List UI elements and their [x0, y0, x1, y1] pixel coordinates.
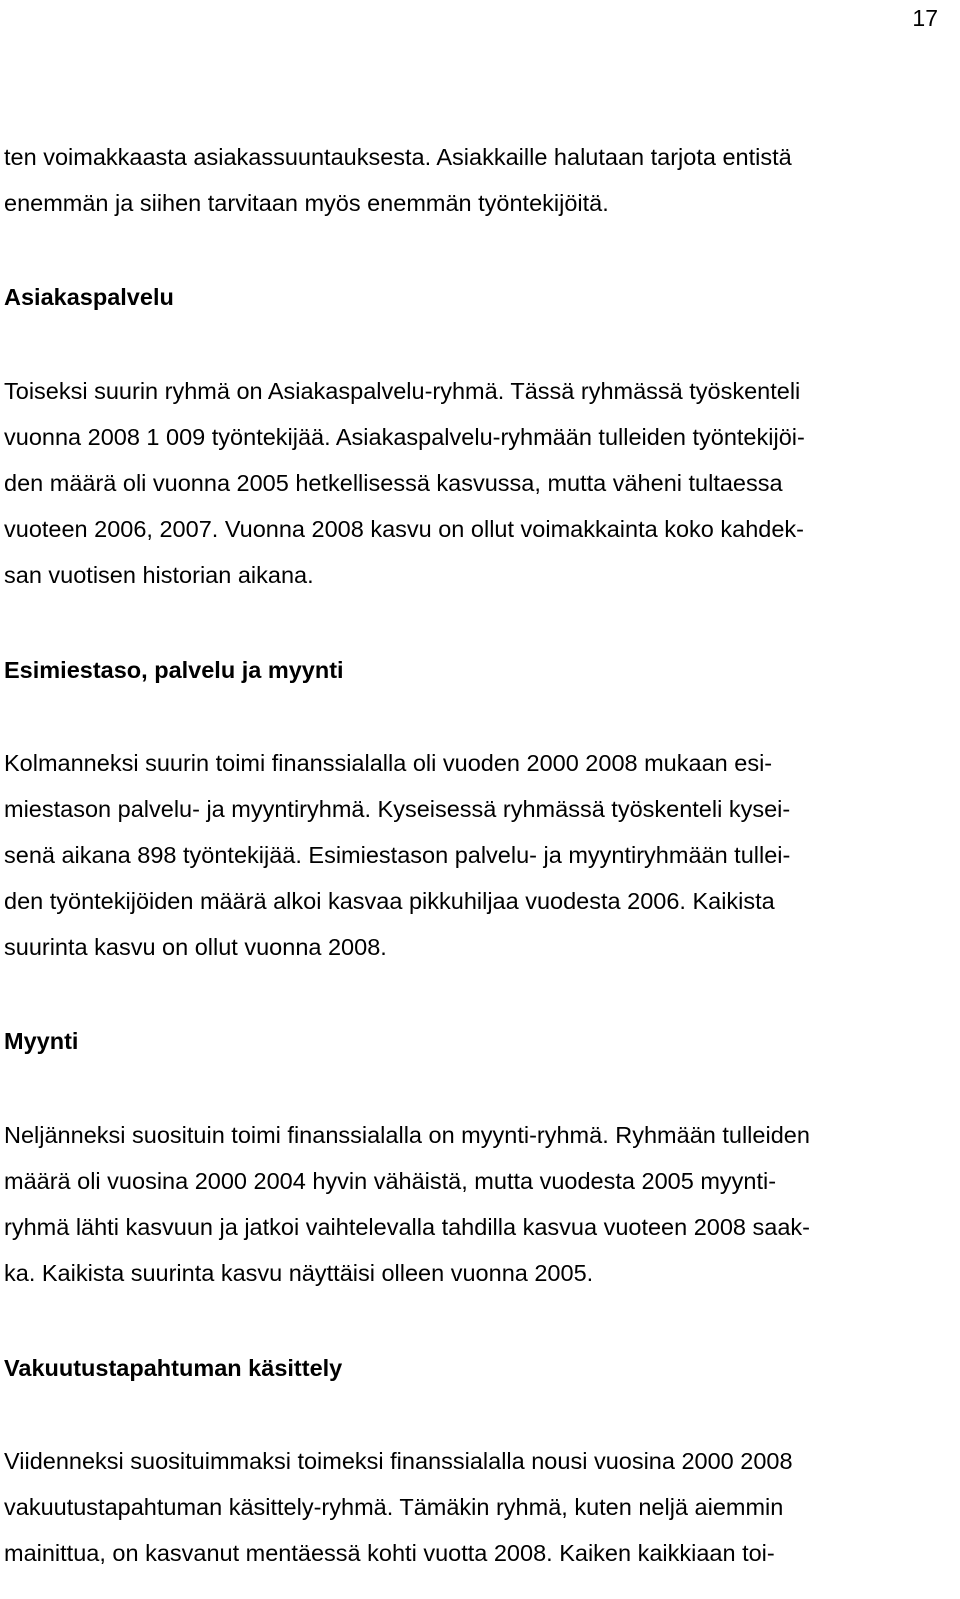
section-heading-vakuutustapahtuman-kasittely: Vakuutustapahtuman käsittely: [4, 1355, 343, 1381]
body-text-line: Viidenneksi suosituimmaksi toimeksi finanssialalla nousi vuosina 2000 2008: [4, 1448, 793, 1474]
body-text-line: Toiseksi suurin ryhmä on Asiakaspalvelu-ryhmä. Tässä ryhmässä työskenteli: [4, 378, 801, 404]
body-text-line: Kolmanneksi suurin toimi finanssialalla oli vuoden 2000 2008 mukaan esi-: [4, 750, 773, 776]
body-text-line: miestason palvelu- ja myyntiryhmä. Kyseisessä ryhmässä työskenteli kysei-: [4, 796, 791, 822]
section-heading-myynti: Myynti: [4, 1028, 79, 1054]
section-heading-esimiestaso: Esimiestaso, palvelu ja myynti: [4, 657, 344, 683]
body-text-line: den määrä oli vuonna 2005 hetkellisessä kasvussa, mutta väheni tultaessa: [4, 470, 783, 496]
body-text-line: senä aikana 898 työntekijää. Esimiestason palvelu- ja myyntiryhmään tullei-: [4, 842, 791, 868]
body-text-line: vakuutustapahtuman käsittely-ryhmä. Tämäkin ryhmä, kuten neljä aiemmin: [4, 1494, 784, 1520]
body-text-line: mainittua, on kasvanut mentäessä kohti vuotta 2008. Kaiken kaikkiaan toi-: [4, 1540, 775, 1566]
body-text-line: määrä oli vuosina 2000 2004 hyvin vähäistä, mutta vuodesta 2005 myynti-: [4, 1168, 777, 1194]
body-text-line: Neljänneksi suosituin toimi finanssialalla on myynti-ryhmä. Ryhmään tulleiden: [4, 1122, 810, 1148]
page-number: 17: [912, 5, 938, 31]
body-text-line: vuoteen 2006, 2007. Vuonna 2008 kasvu on ollut voimakkainta koko kahdek-: [4, 516, 804, 542]
body-text-line: ryhmä lähti kasvuun ja jatkoi vaihtelevalla tahdilla kasvua vuoteen 2008 saak-: [4, 1214, 810, 1240]
body-text-line: ten voimakkaasta asiakassuuntauksesta. Asiakkaille halutaan tarjota entistä: [4, 144, 792, 170]
body-text-line: vuonna 2008 1 009 työntekijää. Asiakaspalvelu-ryhmään tulleiden työntekijöi-: [4, 424, 805, 450]
section-heading-asiakaspalvelu: Asiakaspalvelu: [4, 284, 174, 310]
body-text-line: enemmän ja siihen tarvitaan myös enemmän työntekijöitä.: [4, 190, 609, 216]
body-text-line: den työntekijöiden määrä alkoi kasvaa pikkuhiljaa vuodesta 2006. Kaikista: [4, 888, 775, 914]
body-text-line: suurinta kasvu on ollut vuonna 2008.: [4, 934, 387, 960]
body-text-line: san vuotisen historian aikana.: [4, 562, 314, 588]
body-text-line: ka. Kaikista suurinta kasvu näyttäisi olleen vuonna 2005.: [4, 1260, 594, 1286]
